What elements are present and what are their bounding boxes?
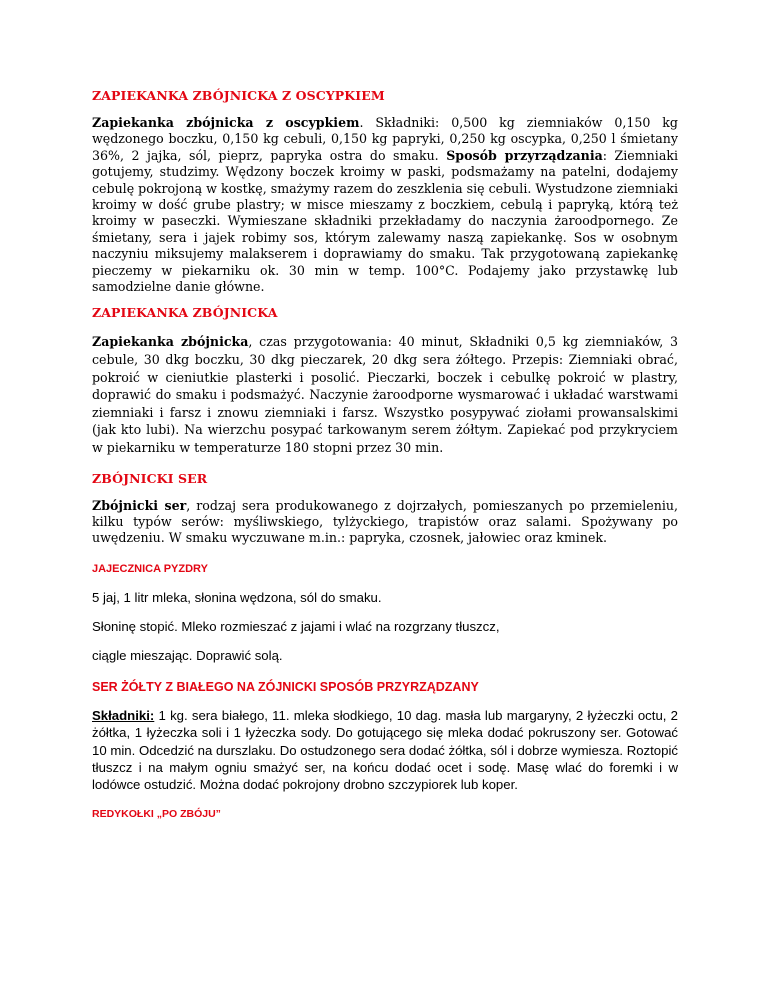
recipe-body: 1 kg. sera białego, 11. mleka słodkiego, 10 dag. masła lub margaryny, 2 łyżeczki octu, 2 żółtka, 1 łyżeczka soli i 1 łyżeczka sody. Do gotującego się mleka dodać pokruszony ser. Gotować 10 min. Odcedzić na durszlaku. Do ostudzonego sera dodać żółtka, sól i dobrze wymiesza. Roztopić tłuszcz i na małym ogniu smażyć ser, na końcu dodać ocet i sodę. Masę wlać do foremki i w lodówce ostudzić. Można dodać pokrojony drobno szczypiorek lub koper. bbox=[92, 707, 678, 793]
recipe-jajecznica-line-2: Słoninę stopić. Mleko rozmieszać z jajami i wlać na rozgrzany tłuszcz, bbox=[92, 618, 500, 634]
section-title-redykolki: REDYKOŁKI „PO ZBÓJU” bbox=[92, 807, 221, 820]
section-title-zapiekanka-z-oscypkiem: ZAPIEKANKA ZBÓJNICKA Z OSCYPKIEM bbox=[92, 88, 385, 103]
recipe-lead: Zbójnicki ser bbox=[92, 497, 187, 513]
recipe-ingredients: . Składniki: 0,500 kg ziemniaków 0,150 kg wędzonego boczku, 0,150 kg cebuli, 0,150 kg papryki, 0,250 kg oscypka, 0,250 l śmietany 36%, 2 jajka, sól, pieprz, papryka ostra do smaku. bbox=[92, 115, 678, 163]
recipe-zapiekanka-z-oscypkiem bbox=[92, 115, 678, 295]
recipe-lead: Zapiekanka zbójnicka z oscypkiem bbox=[92, 115, 360, 130]
section-title-zapiekanka-zbojnicka: ZAPIEKANKA ZBÓJNICKA bbox=[92, 305, 278, 321]
recipe-lead: Składniki: bbox=[92, 707, 155, 723]
recipe-body: , rodzaj sera produkowanego z dojrzałych, pomieszanych po przemieleniu, kilku typów serów: myśliwskiego, tylżyckiego, trapistów oraz salami. Spożywany po uwędzeniu. W smaku wyczuwane m.in.: papryka, czosnek, jałowiec oraz kminek. bbox=[92, 497, 678, 546]
recipe-zapiekanka-zbojnicka bbox=[92, 333, 678, 456]
recipe-body: , czas przygotowania: 40 minut, Składniki 0,5 kg ziemniaków, 3 cebule, 30 dkg boczku, 30 dkg pieczarek, 20 dkg sera żółtego. Przepis: Ziemniaki obrać, pokroić w cieniutkie plasterki i posolić. Pieczarki, boczek i cebulkę pokroić w plastry, doprawić do smaku i podsmażyć. Naczynie żaroodporne wysmarować i układać warstwami ziemniaki i farsz i znowu ziemniaki i farsz. Wszystko posypywać ziołami prowansalskimi (jak kto lubi). Na wierzchu posypać tarkowanym serem żółtym. Zapiekać pod przykryciem w piekarniku w temperaturze 180 stopni przez 30 min. bbox=[92, 334, 678, 456]
recipe-lead: Zapiekanka zbójnicka bbox=[92, 334, 249, 350]
section-title-jajecznica-pyzdry: JAJECZNICA PYZDRY bbox=[92, 562, 208, 575]
recipe-jajecznica-line-1: 5 jaj, 1 litr mleka, słonina wędzona, sól do smaku. bbox=[92, 589, 382, 605]
recipe-method: : Ziemniaki gotujemy, studzimy. Wędzony boczek kroimy w paski, podsmażamy na patelni, dodajemy cebulę pokrojoną w kostkę, smażymy razem do zeszklenia się cebuli. Wystudzone ziemniaki kroimy w dość grube plastry; w misce mieszamy z boczkiem, cebulą i papryką, którą też kroimy w paseczki. Wymieszane składniki przekładamy do naczynia żaroodpornego. Ze śmietany, sera i jajek robimy sos, którym zalewamy naszą zapiekankę. Sos w osobnym naczyniu miksujemy malakserem i doprawiamy do smaku. Tak przygotowaną zapiekankę pieczemy w piekarniku ok. 30 min w temp. 100°C. Podajemy jako przystawkę lub samodzielne danie główne. bbox=[92, 147, 678, 295]
section-title-ser-zolty: SER ŻÓŁTY Z BIAŁEGO NA ZÓJNICKI SPOSÓB PRZYRZĄDZANY bbox=[92, 679, 479, 694]
recipe-ser-zolty bbox=[92, 707, 678, 794]
recipe-jajecznica-line-3: ciągle mieszając. Doprawić solą. bbox=[92, 647, 283, 663]
recipe-method-label: Sposób przyrządzania bbox=[446, 147, 603, 163]
section-title-zbojnicki-ser: ZBÓJNICKI SER bbox=[92, 470, 208, 486]
recipe-zbojnicki-ser bbox=[92, 498, 678, 547]
